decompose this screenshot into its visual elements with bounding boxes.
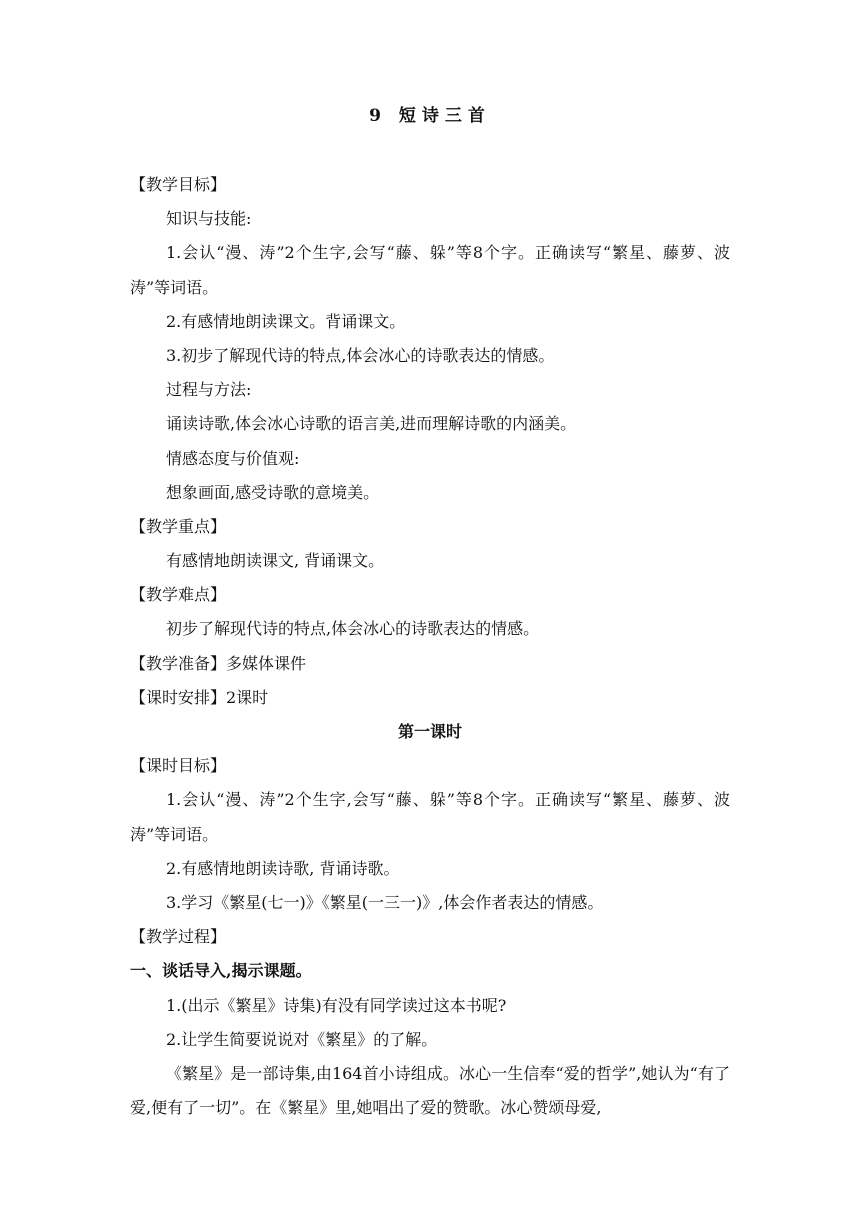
heading-teaching-focus: 【教学重点】: [130, 516, 227, 536]
paragraph-lesson-goal-2: 2.有感情地朗读诗歌, 背诵诗歌。: [166, 858, 400, 878]
paragraph-lesson-goal-1: 1.会认“漫、涛”2个生字,会写“藤、躲”等8个字。正确读写“繁星、藤萝、波涛”等词语。: [130, 790, 730, 844]
paragraph-goal-1: 1.会认“漫、涛”2个生字,会写“藤、躲”等8个字。正确读写“繁星、藤萝、波涛”等词语。: [130, 243, 730, 297]
heading-class-schedule: 【课时安排】2课时: [130, 687, 269, 707]
subheading-process-method: 过程与方法:: [166, 380, 252, 400]
subheading-knowledge-skills: 知识与技能:: [166, 209, 252, 229]
paragraph-goal-2: 2.有感情地朗读课文。背诵课文。: [166, 311, 406, 331]
step-one-heading: 一、谈话导入,揭示课题。: [130, 961, 312, 981]
document-body: [130, 168, 730, 1125]
paragraph-fanxing-intro: 《繁星》是一部诗集,由164首小诗组成。冰心一生信奉“爱的哲学”,她认为“有了爱,便有了一切”。在《繁星》里,她唱出了爱的赞歌。冰心赞颂母爱,: [130, 1063, 730, 1118]
heading-teaching-preparation: 【教学准备】多媒体课件: [130, 653, 307, 673]
paragraph-lesson-goal-3: 3.学习《繁星(七一)》《繁星(一三一)》,体会作者表达的情感。: [166, 893, 604, 912]
paragraph-goal-3: 3.初步了解现代诗的特点,体会冰心的诗歌表达的情感。: [166, 345, 555, 365]
paragraph-teaching-focus: 有感情地朗读课文, 背诵课文。: [166, 551, 385, 571]
paragraph-emotion-values: 想象画面,感受诗歌的意境美。: [166, 482, 380, 502]
paragraph-step-2: 2.让学生简要说说对《繁星》的了解。: [166, 1029, 438, 1049]
heading-lesson-goals: 【课时目标】: [130, 756, 227, 776]
subheading-emotion-values: 情感态度与价值观:: [166, 448, 300, 468]
section-first-lesson: 第一课时: [397, 722, 462, 742]
heading-teaching-process: 【教学过程】: [130, 927, 227, 947]
paragraph-step-1: 1.(出示《繁星》诗集)有没有同学读过这本书呢?: [166, 995, 507, 1015]
paragraph-teaching-difficulty: 初步了解现代诗的特点,体会冰心的诗歌表达的情感。: [166, 619, 540, 639]
heading-teaching-goals: 【教学目标】: [130, 175, 227, 194]
paragraph-process-method: 诵读诗歌,体会冰心诗歌的语言美,进而理解诗歌的内涵美。: [166, 414, 577, 434]
lesson-title: 9 短诗三首: [369, 106, 491, 126]
heading-teaching-difficulty: 【教学难点】: [130, 585, 227, 605]
